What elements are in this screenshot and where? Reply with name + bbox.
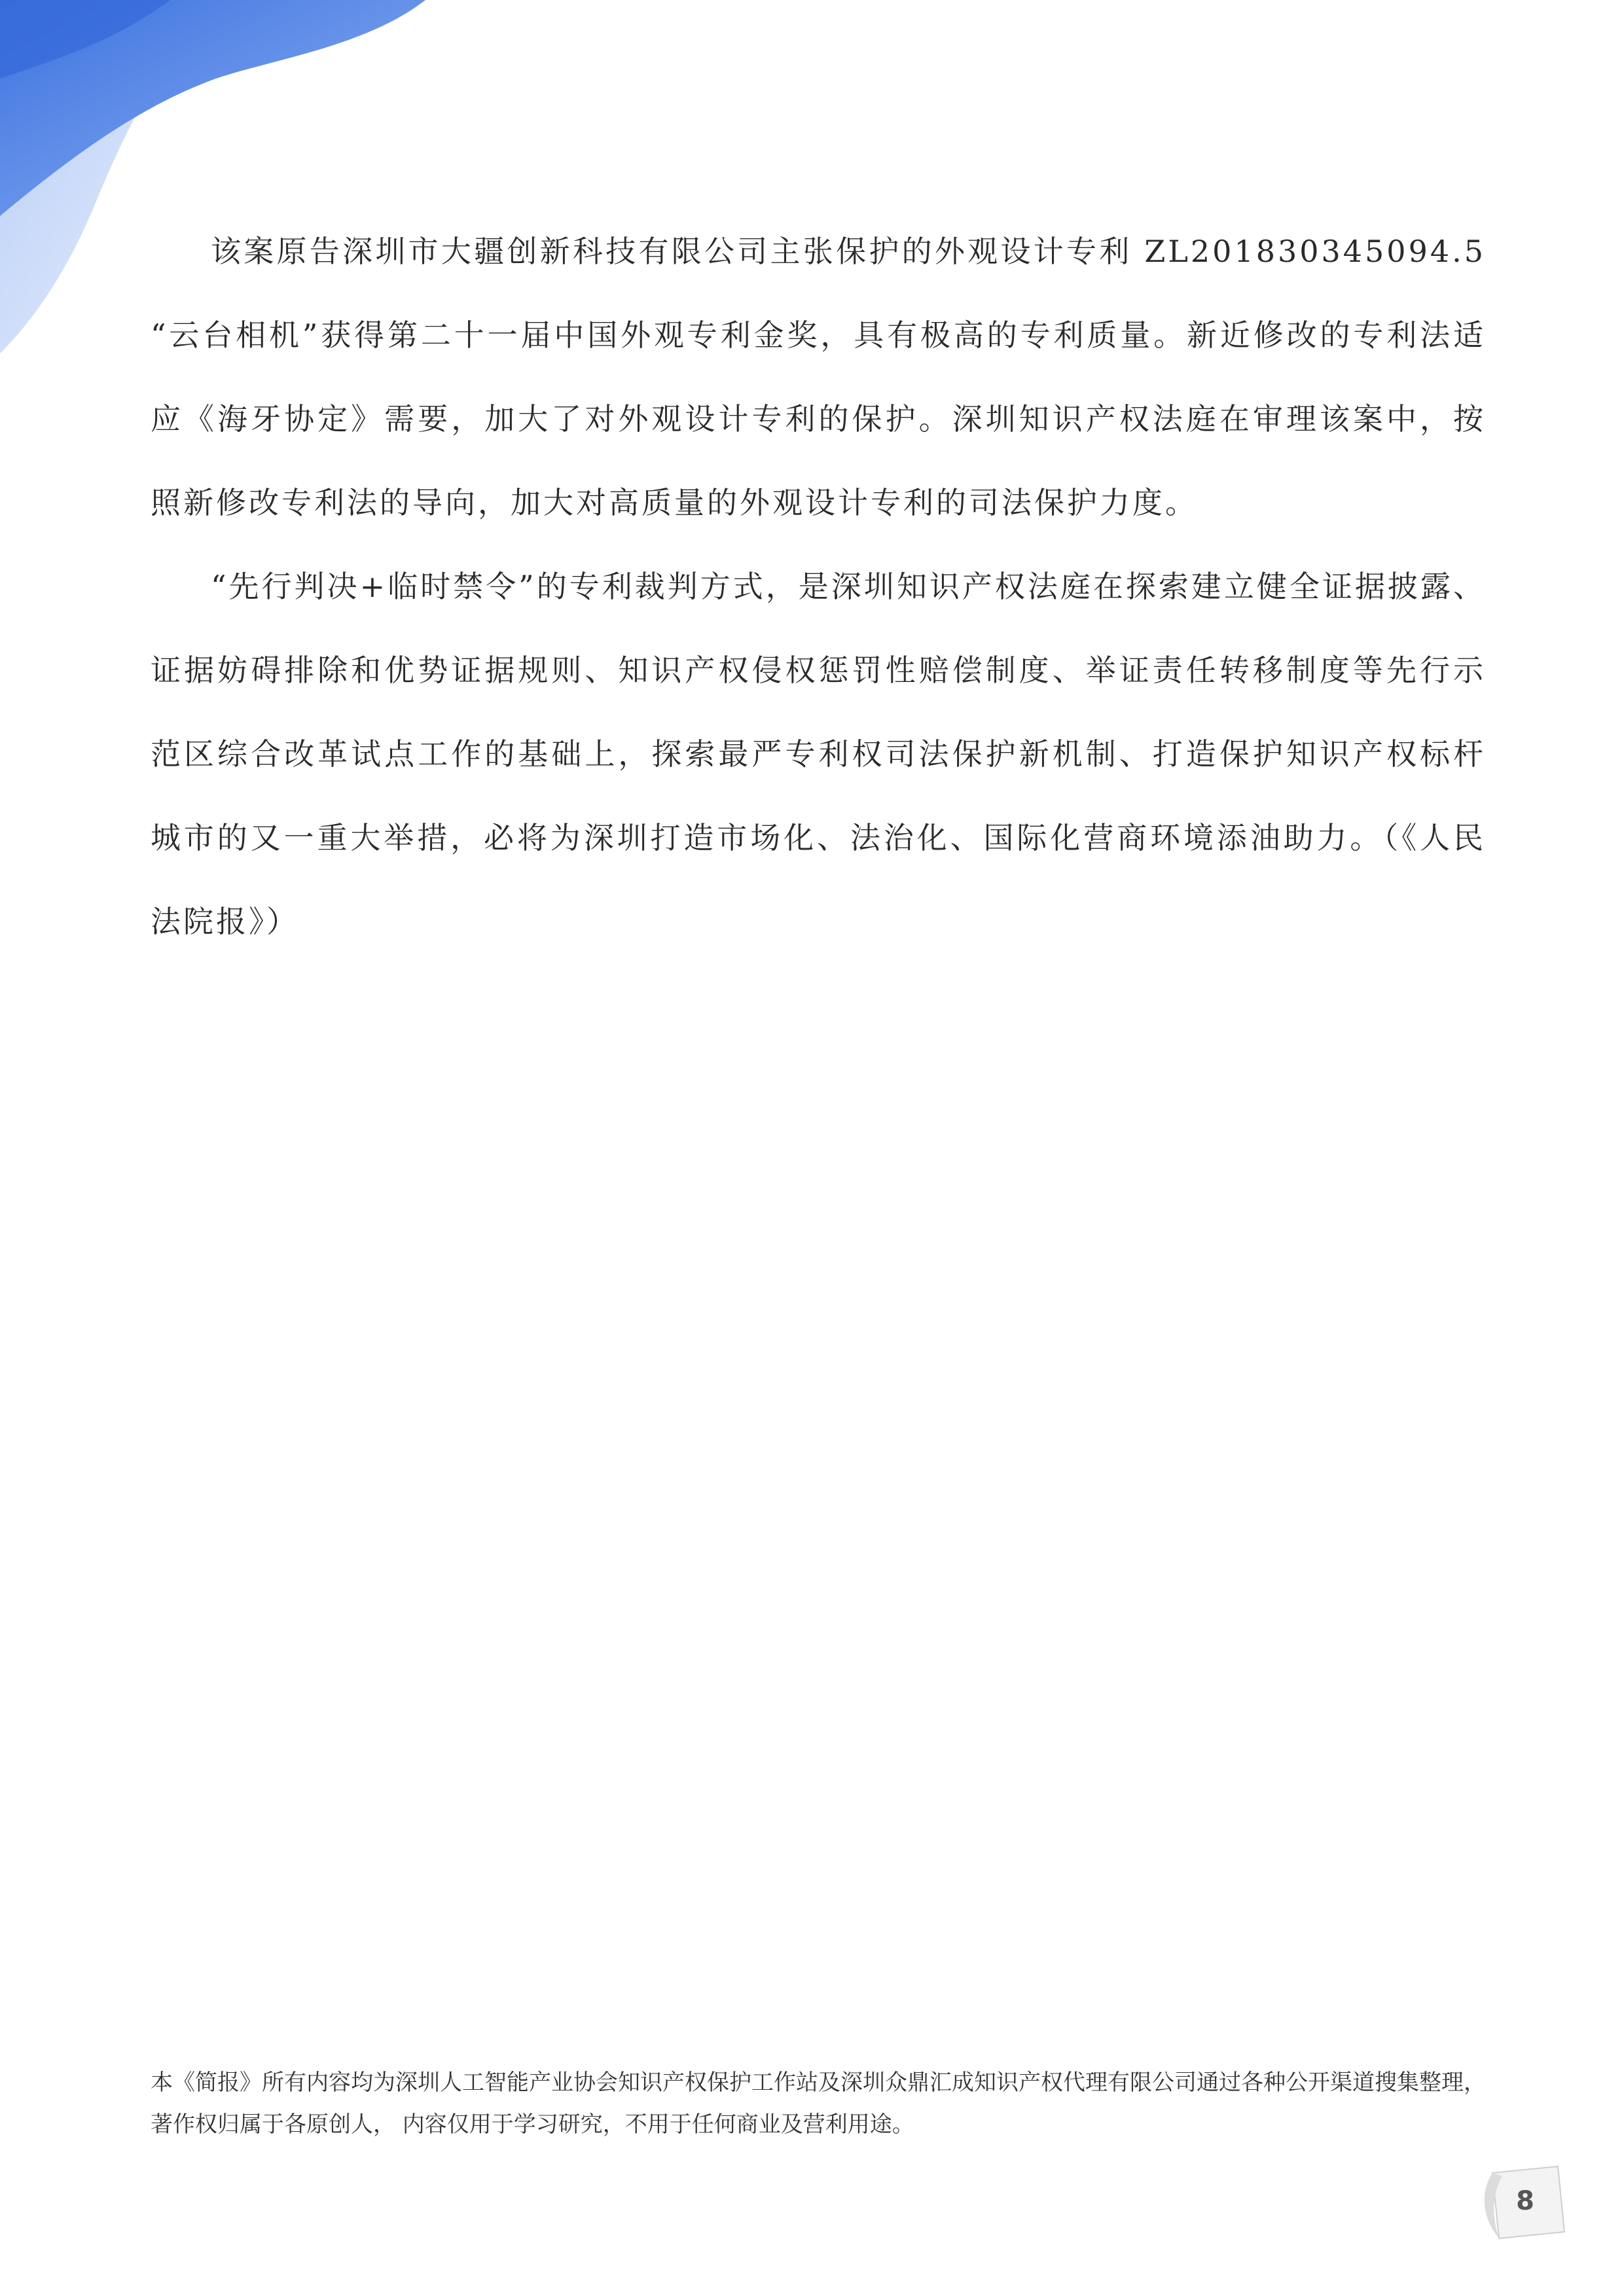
paragraph-design-patent: 该案原告深圳市大疆创新科技有限公司主张保护的外观设计专利 ZL201830345094.5 “云台相机”获得第二十一届中国外观专利金奖，具有极高的专利质量。新近修改的专利法适应《海牙协定》需要，加大了对外观设计专利的保护。深圳知识产权法庭在审理该案中，按照新修改专利法的导向，加大对高质量的外观设计专利的司法保护力度。 (151, 234, 1486, 520)
copyright-disclaimer: 本《简报》所有内容均为深圳人工智能产业协会知识产权保护工作站及深圳众鼎汇成知识产权代理有限公司通过各种公开渠道搜集整理，著作权归属于各原创人， 内容仅用于学习研究，不用于任何商业及营利用途。 (151, 2070, 1486, 2138)
page-number: 8 (1516, 2186, 1534, 2216)
paragraph-judgment-method: “先行判决+临时禁令”的专利裁判方式，是深圳知识产权法庭在探索建立健全证据披露、证据妨碍排除和优势证据规则、知识产权侵权惩罚性赔偿制度、举证责任转移制度等先行示范区综合改革试点工作的基础上，探索最严专利权司法保护新机制、打造保护知识产权标杆城市的又一重大举措，必将为深圳打造市场化、法治化、国际化营商环境添油助力。（《人民法院报》） (151, 569, 1486, 939)
article-body (151, 209, 1486, 963)
